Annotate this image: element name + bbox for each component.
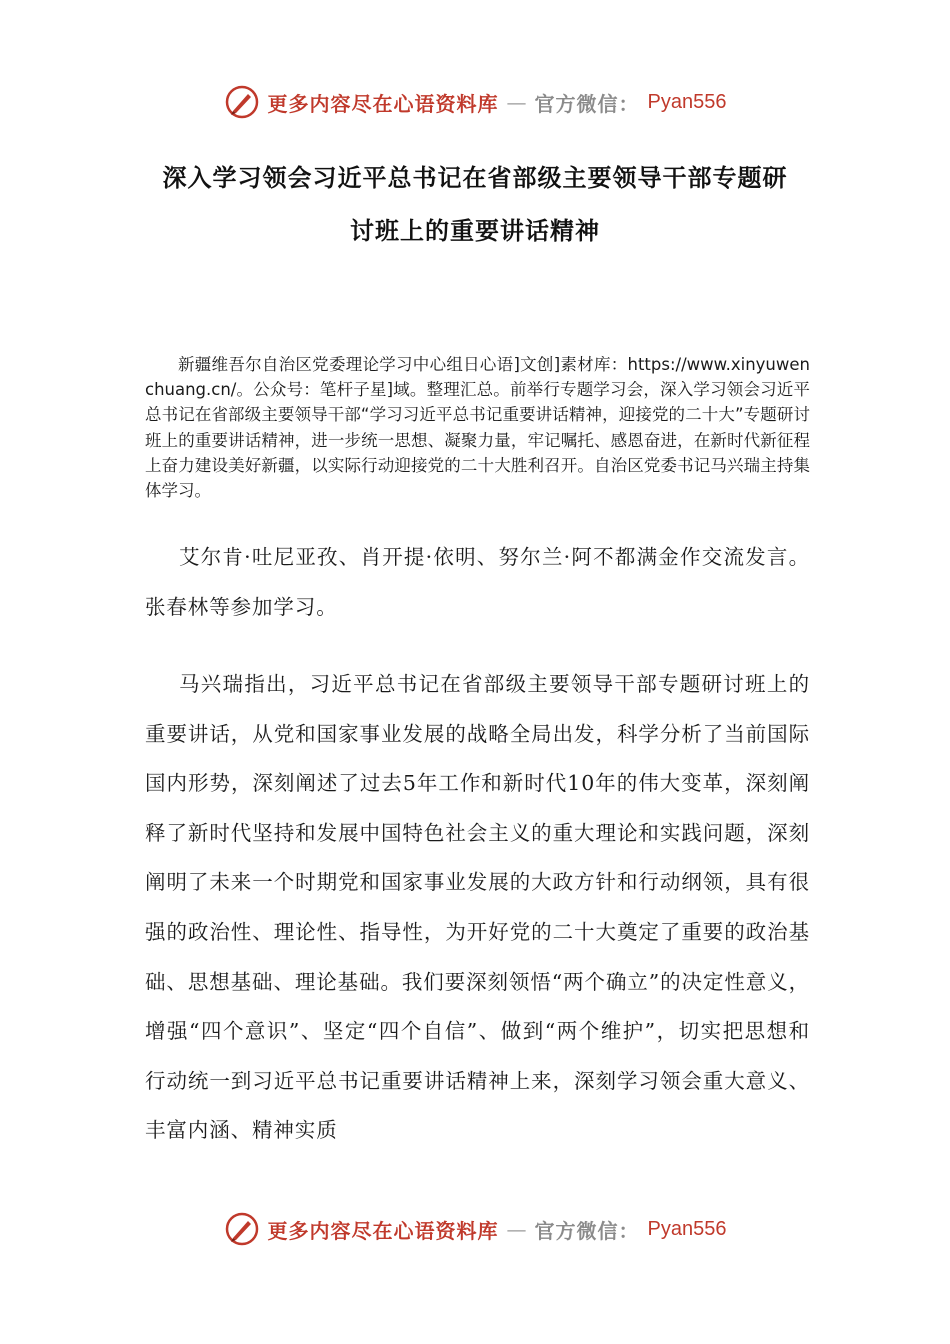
pen-circle-icon [224,84,260,120]
lead-paragraph: 新疆维吾尔自治区党委理论学习中心组日心语]文创]素材库：https://www.xinyuwenchuang.cn/。公众号：笔杆子星]域。整理汇总。前举行专题学习会，深入学习领会习近平总书记在省部级主要领导干部“学习习近平总书记重要讲话精神，迎接党的二十大”专题研讨班上的重要讲话精神，进一步统一思想、凝聚力量，牢记嘱托、感恩奋进，在新时代新征程上奋力建设美好新疆，以实际行动迎接党的二十大胜利召开。自治区党委书记马兴瑞主持集体学习。 [145,355,810,501]
document-title-line2: 讨班上的重要讲话精神 [350,217,600,245]
watermark-dash: — [506,90,527,114]
pen-circle-icon [224,1211,260,1247]
watermark-account: Pyan556 [647,90,727,113]
watermark-official: 官方微信： [534,1218,640,1243]
body-paragraph: 马兴瑞指出，习近平总书记在省部级主要领导干部专题研讨班上的重要讲话，从党和国家事业发展的战略全局出发，科学分析了当前国际国内形势，深刻阐述了过去5年工作和新时代10年的伟大变革，深刻阐释了新时代坚持和发展中国特色社会主义的重大理论和实践问题，深刻阐明了未来一个时期党和国家事业发展的大政方针和行动纲领，具有很强的政治性、理论性、指导性，为开好党的二十大奠定了重要的政治基础、思想基础、理论基础。我们要深刻领悟“两个确立”的决定性意义，增强“四个意识”、坚定“四个自信”、做到“两个维护”，切实把思想和行动统一到习近平总书记重要讲话精神上来，深刻学习领会重大意义、丰富内涵、精神实质 [145,672,810,1143]
body-paragraph: 艾尔肯·吐尼亚孜、肖开提·依明、努尔兰·阿不都满金作交流发言。张春林等参加学习。 [145,545,810,619]
watermark-account: Pyan556 [647,1217,727,1240]
watermark-banner-top [0,80,950,124]
watermark-banner-bottom [0,1207,950,1251]
watermark-text: 更多内容尽在心语资料库 [267,91,499,116]
watermark-official: 官方微信： [534,91,640,116]
document-title-line1: 深入学习领会习近平总书记在省部级主要领导干部专题研 [162,164,788,192]
watermark-dash: — [506,1217,527,1241]
watermark-text: 更多内容尽在心语资料库 [267,1218,499,1243]
